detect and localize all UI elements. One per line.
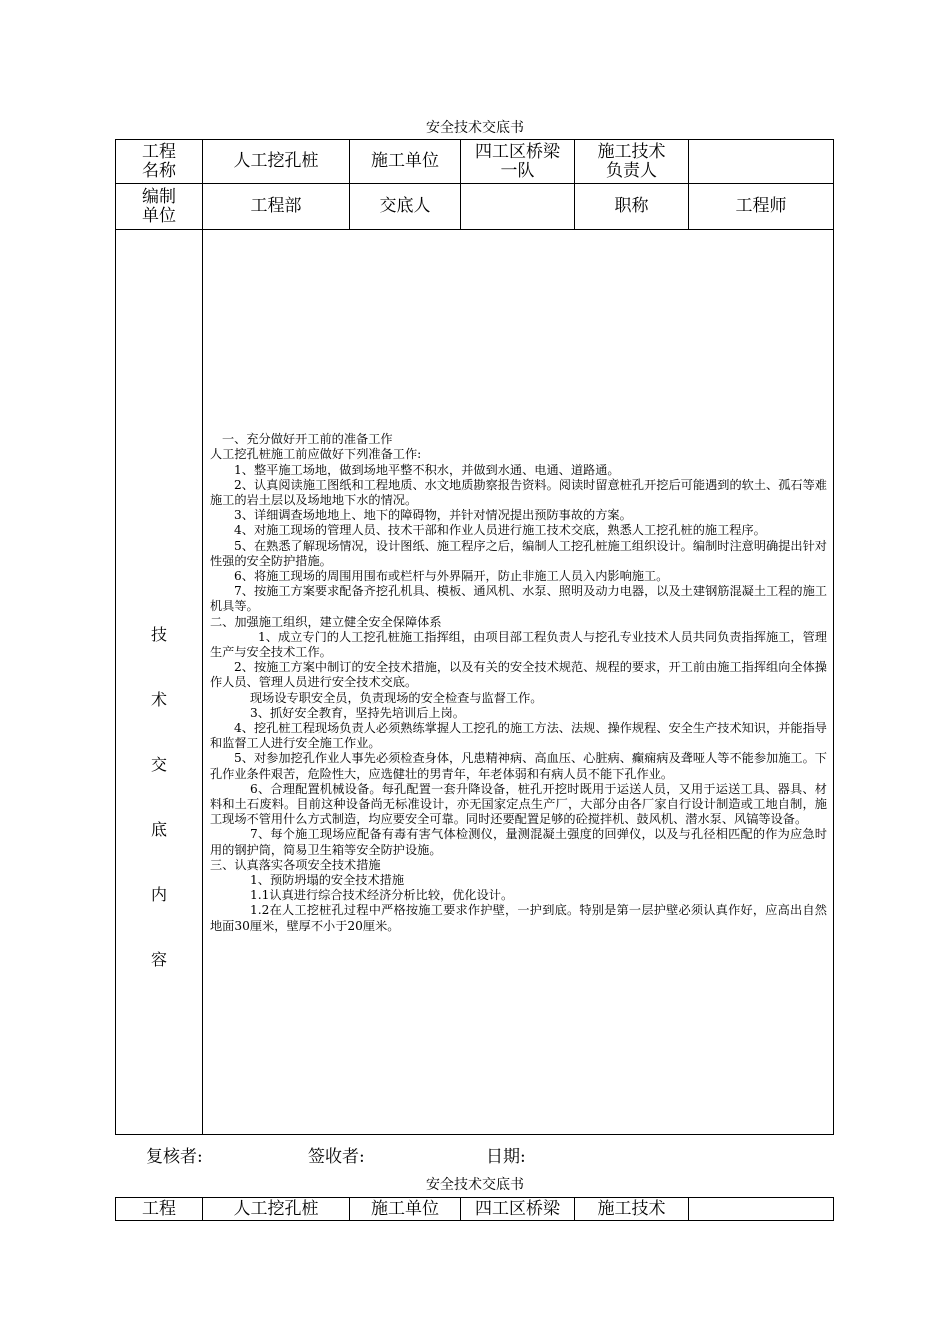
- signature-footer: [146, 1146, 746, 1168]
- prepared-by-value: 工程部: [203, 184, 350, 230]
- paragraph: 5、在熟悉了解现场情况，设计图纸、施工程序之后，编制人工挖孔桩施工组织设计。编制时注意明确提出针对性强的安全防护措施。: [210, 538, 827, 568]
- job-title-label: 职称: [575, 184, 689, 230]
- safety-briefing-table: [115, 139, 834, 1135]
- reviewer-label: 复核者:: [146, 1147, 203, 1167]
- paragraph: 4、挖孔桩工程现场负责人必须熟练掌握人工挖孔的施工方法、法规、操作规程、安全生产技术知识，并能指导和监督工人进行安全施工作业。: [210, 721, 827, 751]
- tech-lead-value: [689, 1198, 834, 1221]
- paragraph: 6、将施工现场的周围用围布或栏杆与外界隔开，防止非施工人员入内影响施工。: [234, 568, 669, 583]
- tech-lead-label: 施工技术 负责人: [575, 140, 689, 184]
- paragraph: 1.1认真进行综合技术经济分析比较，优化设计。: [250, 888, 514, 903]
- document-title-page2: 安全技术交底书: [426, 1177, 524, 1193]
- paragraph: 人工挖孔桩施工前应做好下列准备工作:: [210, 447, 422, 462]
- paragraph: 4、对施工现场的管理人员、技术干部和作业人员进行施工技术交底，熟悉人工挖孔桩的施工程序。: [234, 523, 766, 538]
- construction-unit-value: 四工区桥梁: [461, 1198, 575, 1221]
- paragraph: 1、成立专门的人工挖孔桩施工指挥组，由项目部工程负责人与挖孔专业技术人员共同负责指挥施工，管理生产与安全技术工作。: [210, 629, 827, 659]
- section-heading: 一、充分做好开工前的准备工作: [222, 432, 393, 447]
- paragraph: 6、合理配置机械设备。每孔配置一套升降设备，桩孔开挖时既用于运送人员，又用于运送工具、器具、材料和土石废料。目前这种设备尚无标准设计，亦无国家定点生产厂，大部分由各厂家自行设计制造或工地自制，施工现场不管用什么方式制造，均应要安全可靠。同时还要配置足够的砼搅拌机、鼓风机、潜水泵、风镐等设备。: [210, 781, 827, 827]
- document-title: 安全技术交底书: [426, 120, 524, 136]
- side-char: 技: [150, 625, 167, 644]
- side-char: 容: [150, 950, 167, 969]
- paragraph: 7、每个施工现场应配备有毒有害气体检测仪，量测混凝土强度的回弹仪，以及与孔径相匹配的作为应急时用的钢护筒，简易卫生箱等安全防护设施。: [210, 827, 827, 857]
- construction-unit-label: 施工单位: [350, 1198, 461, 1221]
- section-heading: 三、认真落实各项安全技术措施: [210, 857, 381, 872]
- paragraph: 1、预防坍塌的安全技术措施: [250, 873, 405, 888]
- briefer-label: 交底人: [350, 184, 461, 230]
- paragraph: 5、对参加挖孔作业人事先必须检查身体，凡患精神病、高血压、心脏病、癫痫病及聋哑人等不能参加施工。下孔作业条件艰苦，危险性大，应选健壮的男青年，年老体弱和有病人员不能下孔作业。: [210, 751, 827, 781]
- project-name-value: 人工挖孔桩: [203, 1198, 350, 1221]
- paragraph: 1、整平施工场地，做到场地平整不积水，并做到水通、电通、道路通。: [234, 462, 620, 477]
- construction-unit-label: 施工单位: [350, 140, 461, 184]
- paragraph: 3、详细调查场地地上、地下的障碍物，并针对情况提出预防事故的方案。: [234, 508, 632, 523]
- tech-lead-label: 施工技术: [575, 1198, 689, 1221]
- paragraph: 2、按施工方案中制订的安全技术措施，以及有关的安全技术规范、规程的要求，开工前由施工指挥组向全体操作人员、管理人员进行安全技术交底。: [210, 660, 827, 690]
- date-label: 日期:: [486, 1147, 526, 1167]
- safety-briefing-table-page2: [115, 1197, 834, 1221]
- construction-unit-value: 四工区桥梁 一队: [461, 140, 575, 184]
- project-name-value: 人工挖孔桩: [203, 140, 350, 184]
- paragraph: 1.2在人工挖桩孔过程中严格按施工要求作护壁，一护到底。特别是第一层护壁必须认真作好，应高出自然地面30厘米，壁厚不小于20厘米。: [210, 903, 827, 933]
- paragraph: 3、抓好安全教育，坚持先培训后上岗。: [250, 705, 465, 720]
- briefing-content: [203, 230, 834, 1135]
- side-char: 内: [150, 885, 167, 904]
- section-heading: 二、加强施工组织，建立健全安全保障体系: [210, 614, 442, 629]
- prepared-by-label: 编制 单位: [116, 184, 203, 230]
- job-title-value: 工程师: [689, 184, 834, 230]
- briefer-value: [461, 184, 575, 230]
- project-name-label: 工程 名称: [116, 140, 203, 184]
- side-char: 底: [150, 820, 167, 839]
- side-char: 术: [150, 690, 167, 709]
- content-side-label: [116, 230, 203, 1135]
- project-name-label: 工程: [116, 1198, 203, 1221]
- paragraph: 现场设专职安全员，负责现场的安全检查与监督工作。: [250, 690, 543, 705]
- receiver-label: 签收者:: [308, 1147, 365, 1167]
- paragraph: 7、按施工方案要求配备齐挖孔机具、模板、通风机、水泵、照明及动力电器，以及土建钢筋混凝土工程的施工机具等。: [210, 584, 827, 614]
- tech-lead-value: [689, 140, 834, 184]
- side-char: 交: [150, 755, 167, 774]
- paragraph: 2、认真阅读施工图纸和工程地质、水文地质勘察报告资料。阅读时留意桩孔开挖后可能遇到的软土、孤石等难施工的岩土层以及场地地下水的情况。: [210, 477, 827, 507]
